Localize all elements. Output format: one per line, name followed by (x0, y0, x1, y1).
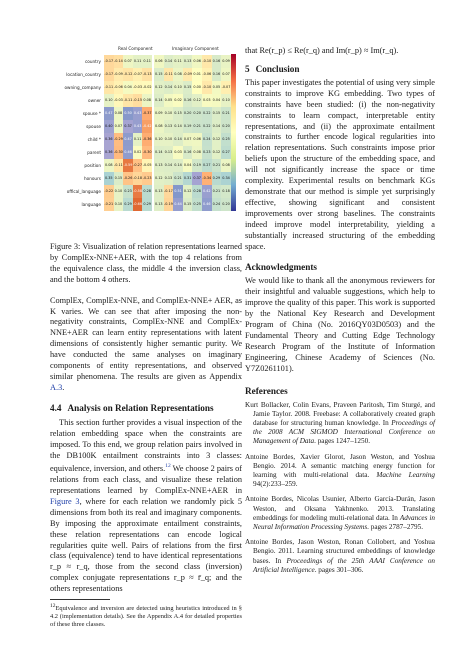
heatmap-cell: 0.16 (212, 68, 222, 81)
heatmap-cell: 0.14 (164, 55, 174, 68)
heatmap-cell: 0.15 (183, 198, 193, 211)
heatmap-row-label: owning_company (64, 84, 101, 90)
imaginary-component-title: Imaginary Component (172, 46, 219, 51)
heatmap-cell: 0.11 (133, 133, 143, 146)
reference-entry: Antoine Bordes, Nicolas Usunier, Alberto García-Durán, Jason Weston, and Oksana Yakhnenko. 2013. Translating embeddings for modeling multi-relational data. In Advances in Neural Information Processing Systems. pages 2787–2795. (245, 495, 435, 531)
heatmap-cell: 0.42 (202, 185, 212, 198)
heatmap-cell: 0.12 (183, 185, 193, 198)
heatmap-row-label: location_country (66, 71, 101, 77)
heatmap-cell: 0.13 (164, 146, 174, 159)
heatmap-cell: 0.08 (192, 146, 202, 159)
heatmap-cell: 0.06 (154, 55, 164, 68)
heatmap-cell: 0.08 (154, 120, 164, 133)
heatmap-cell: 0.02 (133, 146, 143, 159)
heatmap-cell: 0.13 (154, 198, 164, 211)
heatmap-cell: 0.27 (221, 146, 231, 159)
heatmap-cell: 0.15 (114, 172, 124, 185)
heatmap-cell: 0.05 (212, 81, 222, 94)
heatmap-cell: 0.12 (212, 146, 222, 159)
heatmap-cell: -0.17 (104, 55, 114, 68)
heatmap-cell: -0.26 (123, 172, 133, 185)
heatmap-cell: 0.13 (183, 55, 193, 68)
heatmap-cell: 0.12 (154, 172, 164, 185)
paragraph-relation-analysis: This section further provides a visual inspection of the relation embedding space when the constraints are imposed. To this end, we group relation pairs involved in the DB100K entailment constraints into 3 classes: equivalence, inversion, and others.$^{12}$ We choose 2 pairs of relations from each class, and visualize these relation representations learned by ComplEx-NNE+AER in Figure 3, where for each relation we randomly pick 5 dimensions from both its real and imaginary components. By imposing the approximate entailment constraints, these relation representations can encode logical regularities quite well. Pairs of relations from the first class (equivalence) tend to have identical representations r_p ≈ r_q, those from the second class (inversion) complex conjugate representations r_p ≈ r̄_q; and the others representations (50, 417, 243, 594)
heatmap-cell: -0.13 (142, 68, 152, 81)
heatmap-cell: 0.11 (142, 55, 152, 68)
heatmap-cell: 0.20 (192, 107, 202, 120)
heatmap-cell: 0.21 (192, 120, 202, 133)
heatmap-cell: 0.13 (154, 159, 164, 172)
heatmap-cell: -0.14 (114, 55, 124, 68)
heatmap-cell: 0.16 (212, 55, 222, 68)
heatmap-cell: 0.36 (104, 146, 114, 159)
heatmap-cell: -0.21 (104, 198, 114, 211)
heatmap-cell: -0.03 (114, 94, 124, 107)
heatmap-cell: 0.14 (154, 146, 164, 159)
heatmap-row-label: position (84, 162, 101, 168)
heatmap-cell: -0.29 (114, 133, 124, 146)
heatmap-cell: 0.43 (133, 120, 143, 133)
heatmap-cell: 0.20 (183, 107, 193, 120)
paragraph-continuation: that Re(r_p) ≤ Re(r_q) and Im(r_p) ≈ Im(r_q). (245, 46, 399, 55)
heatmap-cell: -0.37 (142, 107, 152, 120)
heatmap-cell: -0.19 (164, 198, 174, 211)
heatmap-cell: 0.08 (221, 159, 231, 172)
heatmap-cell: 0.44 (173, 198, 183, 211)
colorbar (231, 54, 236, 211)
heatmap-cell: 0.25 (192, 198, 202, 211)
heatmap-cell: 0.13 (154, 185, 164, 198)
heatmap-cell: 0.08 (173, 68, 183, 81)
heatmap-cell: 0.21 (173, 172, 183, 185)
heatmap-cell: -0.10 (202, 55, 212, 68)
heatmap-cell: -0.22 (104, 185, 114, 198)
heatmap-cell: 0.18 (221, 185, 231, 198)
heatmap-cell: 0.24 (202, 133, 212, 146)
heatmap-cell: -0.09 (114, 68, 124, 81)
heatmap-cell: 0.35 (104, 172, 114, 185)
heatmap-row-label: child * (87, 136, 101, 142)
heatmap-cell: 0.22 (202, 120, 212, 133)
heatmap-cell: 0.10 (114, 198, 124, 211)
heatmap-cell: 0.14 (164, 81, 174, 94)
heatmap-cell: 0.08 (104, 159, 114, 172)
heatmap-cell: -0.06 (202, 68, 212, 81)
appendix-link[interactable]: A.3 (50, 382, 63, 392)
heatmap-cell: 0.05 (164, 94, 174, 107)
heatmap-cell: 0.13 (164, 120, 174, 133)
heatmap-cell: -0.36 (142, 133, 152, 146)
heatmap-cell: 0.10 (154, 133, 164, 146)
heatmap-cell: 0.37 (123, 120, 133, 133)
heatmap-cell: 0.14 (173, 159, 183, 172)
heatmap-cell: -0.17 (104, 68, 114, 81)
heatmap-cell: -0.11 (123, 94, 133, 107)
heatmap-cell: 0.10 (164, 107, 174, 120)
heatmap-cell: 0.29 (212, 172, 222, 185)
footnote-rule (50, 599, 110, 600)
heatmap-cell: 0.12 (212, 133, 222, 146)
heatmap-cell: 0.29 (142, 198, 152, 211)
heatmap-cell: 0.46 (202, 198, 212, 211)
reference-entry: Antoine Bordes, Jason Weston, Ronan Collobert, and Yoshua Bengio. 2011. Learning structured embeddings of knowledge bases. In Proceedings of the 25th AAAI Conference on Artificial Intelligence. pages 301–306. (245, 538, 436, 574)
heatmap-cell: 0.37 (192, 172, 202, 185)
real-component-title: Real Component (118, 46, 153, 51)
heatmap-cell: 0.27 (202, 159, 212, 172)
section-5-heading: 5 Conclusion (245, 63, 300, 74)
heatmap-cell: -0.12 (123, 68, 133, 81)
heatmap-cell: 0.12 (154, 81, 164, 94)
heatmap-cell: 0.02 (173, 94, 183, 107)
heatmap-cell: 0.46 (123, 146, 133, 159)
heatmap-cell: 0.08 (114, 107, 124, 120)
heatmap-cell: 0.19 (192, 159, 202, 172)
heatmap-cell: 0.09 (154, 107, 164, 120)
heatmap-cell: -0.30 (114, 146, 124, 159)
reference-entry: Kurt Bollacker, Colin Evans, Praveen Paritosh, Tim Sturgé, and Jamie Taylor. 2008. Freebase: A collaboratively created graph database for structuring human knowledge. In Proceedings of the 2008 ACM SIGMOD International Conference on Management of Data. pages 1247–1250. (245, 400, 435, 446)
heatmap-cell: -0.10 (202, 81, 212, 94)
heatmap-cell: 0.24 (212, 198, 222, 211)
heatmap-cell: 0.14 (173, 133, 183, 146)
paragraph-purity: ComplEx, ComplEx-NNE, and ComplEx-NNE+ AER, as K varies. We can see that after imposing the non-negativity constraints, ComplEx-NNE and ComplEx-NNE+AER can learn entity representations with latent dimensions of consistently higher semantic purity. We have conducted the same analyses on imaginary components of entity representations, and observed similar phenomena. The results are given as Appendix A.3. (50, 295, 242, 392)
heatmap-cell: -0.66 (133, 198, 143, 211)
heatmap-cell: -0.15 (133, 94, 143, 107)
heatmap-cell: -0.18 (133, 172, 143, 185)
heatmap-row-label: honours (84, 175, 101, 181)
heatmap-cell: -0.07 (133, 68, 143, 81)
heatmap-cell: 0.51 (173, 185, 183, 198)
section-4-4-heading: 4.4 Analysis on Relation Representations (50, 402, 214, 413)
heatmap-cell: 0.07 (114, 120, 124, 133)
left-column (50, 46, 242, 629)
heatmap-cell: 0.07 (221, 68, 231, 81)
heatmap-cell: 0.43 (133, 107, 143, 120)
heatmap-cell: 0.20 (221, 120, 231, 133)
acknowledgments-heading: Acknowledgments (245, 262, 317, 273)
heatmap-cell: -0.42 (142, 120, 152, 133)
heatmap-cell: 0.01 (192, 68, 202, 81)
heatmap-cell: 0.15 (183, 81, 193, 94)
heatmap-cell: 0.10 (104, 94, 114, 107)
heatmap-cell: 0.22 (202, 107, 212, 120)
heatmap-cell: 0.00 (192, 81, 202, 94)
heatmap-cell: 0.11 (133, 55, 143, 68)
heatmap-cell: 0.07 (183, 133, 193, 146)
heatmap-cell: 0.34 (221, 172, 231, 185)
heatmap-cell: 0.23 (123, 185, 133, 198)
heatmap-row-label: parent (87, 149, 101, 155)
heatmap-cell: 0.14 (173, 120, 183, 133)
heatmap-row-label: language (81, 201, 101, 207)
heatmap-cell: -0.11 (114, 159, 124, 172)
heatmap-cell: -0.59 (123, 159, 133, 172)
figure-3-heatmap (50, 46, 242, 236)
heatmap-cell: 0.21 (212, 159, 222, 172)
heatmap-cell: 0.14 (164, 159, 174, 172)
heatmap-cell: 0.09 (221, 55, 231, 68)
heatmap-cell: 0.28 (142, 185, 152, 198)
heatmap-cell: 0.12 (192, 94, 202, 107)
heatmap-cell: 0.10 (173, 81, 183, 94)
heatmap-cell: 0.15 (154, 68, 164, 81)
heatmap-cell: 0.29 (123, 198, 133, 211)
heatmap-cell: 0.08 (142, 94, 152, 107)
heatmap-cell: -0.30 (142, 146, 152, 159)
heatmap-cell: 0.04 (183, 159, 193, 172)
heatmap-cell: 0.36 (104, 133, 114, 146)
heatmap-cell: 0.10 (221, 94, 231, 107)
references-heading: References (245, 385, 288, 396)
heatmap-row-label: offical_language (66, 188, 101, 194)
heatmap-cell: 0.14 (154, 94, 164, 107)
heatmap-cell: 0.11 (173, 55, 183, 68)
heatmap-cell: 0.28 (192, 185, 202, 198)
heatmap-cell: 0.31 (183, 172, 193, 185)
heatmap-cell: 0.16 (183, 146, 193, 159)
heatmap-cell: 0.10 (114, 185, 124, 198)
heatmap-cell: 0.21 (212, 185, 222, 198)
heatmap-cell: 0.06 (192, 55, 202, 68)
heatmap-cell: -0.58 (133, 185, 143, 198)
heatmap-cell: 0.13 (164, 172, 174, 185)
heatmap-cell: -0.06 (114, 81, 124, 94)
heatmap-row-label: spouse * (82, 110, 101, 116)
heatmap-cell: -0.23 (142, 172, 152, 185)
heatmap-cell: 0.20 (221, 198, 231, 211)
heatmap-cell: -0.02 (142, 81, 152, 94)
heatmap-cell: 0.25 (221, 133, 231, 146)
heatmap-cell: 0.03 (202, 94, 212, 107)
footnote: $^{12}$Equivalence and inversion are detected using heuristics introduced in § 4.2 (implementation details). See the Appendix A.4 for detailed properties of these three classes. (50, 603, 242, 629)
heatmap-cell: 0.47 (104, 107, 114, 120)
heatmap-cell: -0.11 (104, 81, 114, 94)
heatmap-cell: 0.21 (221, 107, 231, 120)
acknowledgments-paragraph: We would like to thank all the anonymous reviewers for their insightful and valuable suggestions, which help to improve the quality of this paper. This work is supported by the National Key Research and Development Program of China (No. 2016QY03D0503) and the Fundamental Theory and Cutting Edge Technology Research Program of the Institute of Information Engineering, Chinese Academy of Sciences (No. Y7Z0261101). (245, 276, 435, 373)
heatmap-cell: -0.34 (202, 172, 212, 185)
heatmap-cell: 0.03 (173, 146, 183, 159)
heatmap-cell: 0.16 (183, 94, 193, 107)
heatmap-cell: -0.03 (133, 81, 143, 94)
references-list (245, 401, 435, 575)
heatmap-cell: 0.19 (183, 120, 193, 133)
heatmap-cell: 0.10 (164, 133, 174, 146)
heatmap-cell: 0.07 (123, 55, 133, 68)
heatmap-cell: 0.50 (123, 107, 133, 120)
heatmap-cell: 0.14 (212, 120, 222, 133)
heatmap-row-label: country (84, 58, 101, 64)
heatmap-cell: -0.07 (221, 81, 231, 94)
right-column (245, 46, 435, 581)
heatmap-cell: -0.27 (133, 159, 143, 172)
heatmap-row-label: spouse (86, 123, 101, 129)
heatmap-row-label: owner (88, 97, 101, 103)
heatmap-cell: 0.23 (202, 146, 212, 159)
heatmap-cell: 0.47 (123, 133, 133, 146)
heatmap-cell: 0.15 (173, 107, 183, 120)
reference-entry: Antoine Bordes, Xavier Glorot, Jason Weston, and Yoshua Bengio. 2014. A semantic matching energy function for learning with multi-relational data. Machine Learning 94(2):233–259. (245, 452, 435, 489)
conclusion-paragraph: This paper investigates the potential of using very simple constraints to improve KG embedding. Two types of constraints have been studied: (i) the non-negativity constraints to learn compact, interpretable entity representations, and (ii) the approximate entailment constraints to further encode logical regularities into relation representations. Such constraints impose prior beliefs upon the structure of the embedding space, and will not significantly increase the space or time complexity. Experimental results on benchmark KGs demonstrate that our method is simple yet surprisingly effective, showing significant and consistent improvements over strong baselines. The constraints indeed improve model interpretability, yielding a substantially increased structuring of the embedding space. (245, 77, 435, 251)
heatmap-cell: 0.40 (104, 120, 114, 133)
heatmap-cell: -0.05 (142, 159, 152, 172)
heatmap-cell: -0.11 (164, 68, 174, 81)
heatmap-cell: 0.04 (123, 81, 133, 94)
heatmap-cell: 0.06 (192, 133, 202, 146)
figure-3-link[interactable]: Figure 3 (50, 496, 80, 506)
heatmap-cell: -0.09 (183, 68, 193, 81)
heatmap-cell: -0.17 (164, 185, 174, 198)
heatmap-cell: 0.15 (212, 107, 222, 120)
figure-caption: Figure 3: Visualization of relation representations learned by ComplEx-NNE+AER, with the top 4 relations from the equivalence class, the middle 4 the inversion class, and the bottom 4 others. (50, 242, 242, 284)
heatmap-cell: 0.04 (212, 94, 222, 107)
